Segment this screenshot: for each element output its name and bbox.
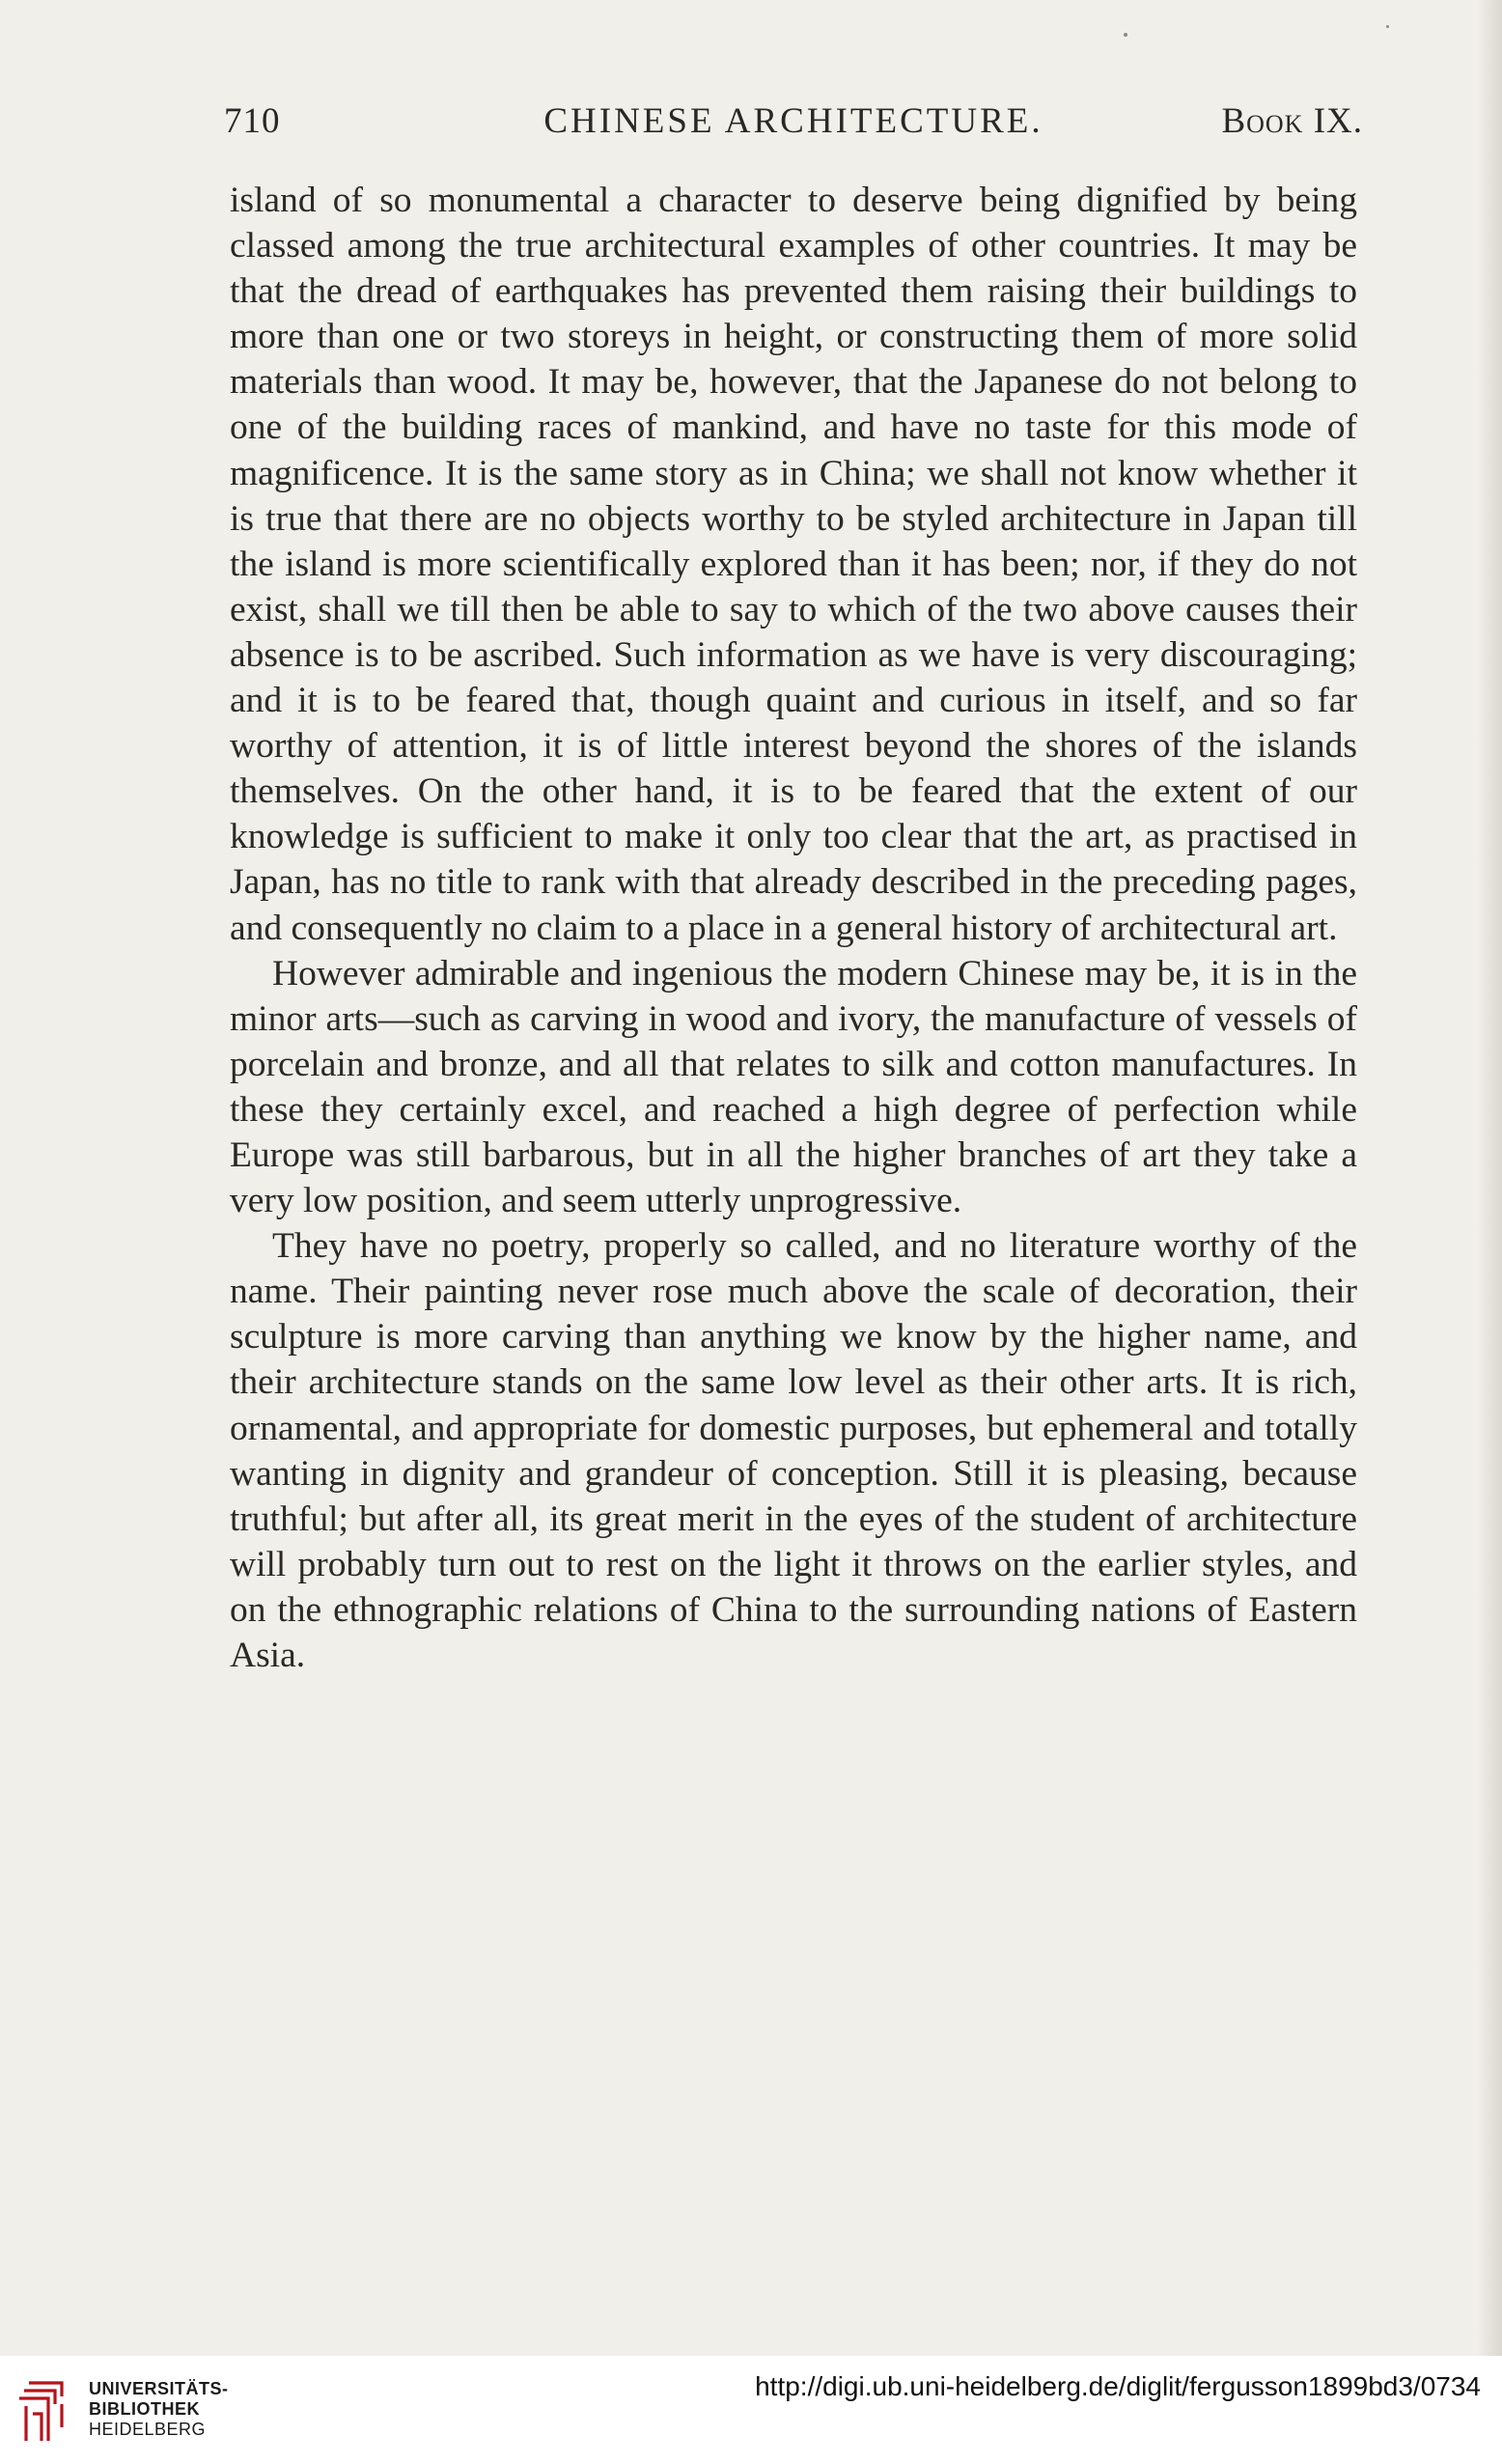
book-label: Book IX. — [1221, 101, 1363, 141]
permalink-url[interactable]: http://digi.ub.uni-heidelberg.de/diglit/fergusson1899bd3/0734 — [755, 2371, 1481, 2401]
library-name-line: BIBLIOTHEK — [89, 2399, 200, 2419]
paragraph: However admirable and ingenious the modern Chinese may be, it is in the minor arts—such as carving in wood and ivory, the manufacture of vessels of porcelain and bronze, and all that relates to silk and cotton manufactures. In these they certainly excel, and reached a high degree of perfection while Europe was still barbarous, but in all the higher branches of art they take a very low position, and seem utterly unprogressive. — [230, 953, 1357, 1221]
page-number: 710 — [224, 101, 281, 141]
body-text — [230, 178, 1357, 1678]
chapter-title: CHINESE ARCHITECTURE. — [543, 101, 1043, 141]
paper-speck — [1124, 33, 1127, 37]
library-name-line: HEIDELBERG — [89, 2420, 207, 2439]
running-head — [224, 91, 1363, 149]
paragraph: island of so monumental a character to deserve being dignified by being classed among the true architectural examples of other countries. It may be that the dread of earthquakes has prevented them raising their buildings to more than one or two storeys in height, or constructing them of more solid materials than wood. It may be, however, that the Japanese do not belong to one of the building races of mankind, and have no taste for this mode of magnificence. It is the same story as in China; we shall not know whether it is true that there are no objects worthy to be styled architecture in Japan till the island is more scientifically explored than it has been; nor, if they do not exist, shall we till then be able to say to which of the two above causes their absence is to be ascribed. Such information as we have is very discouraging; and it is to be feared that, though quaint and curious in itself, and so far worthy of attention, it is of little interest beyond the shores of the islands themselves. On the other hand, it is to be feared that the extent of our knowledge is sufficient to make it only too clear that the art, as practised in Japan, has no title to rank with that already described in the preceding pages, and consequently no claim to a place in a general history of architectural art. — [230, 181, 1357, 948]
library-name-line: UNIVERSITÄTS- — [89, 2379, 229, 2398]
heidelberg-library-logo-icon — [15, 2377, 75, 2445]
page-edge-shadow — [1477, 0, 1502, 2356]
digitization-footer — [0, 2356, 1502, 2464]
paragraph: They have no poetry, properly so called, and no literature worthy of the name. Their painting never rose much above the scale of decoration, their sculpture is more carving than anything we know by the higher name, and their architecture stands on the same low level as their other arts. It is rich, ornamental, and appropriate for domestic purposes, but ephemeral and totally wanting in dignity and grandeur of conception. Still it is pleasing, because truthful; but after all, its great merit in the eyes of the student of architecture will probably turn out to rest on the light it throws on the earlier styles, and on the ethnographic relations of China to the surrounding nations of Eastern Asia. — [230, 1226, 1357, 1675]
paper-speck — [1386, 25, 1389, 28]
library-name — [89, 2379, 229, 2440]
